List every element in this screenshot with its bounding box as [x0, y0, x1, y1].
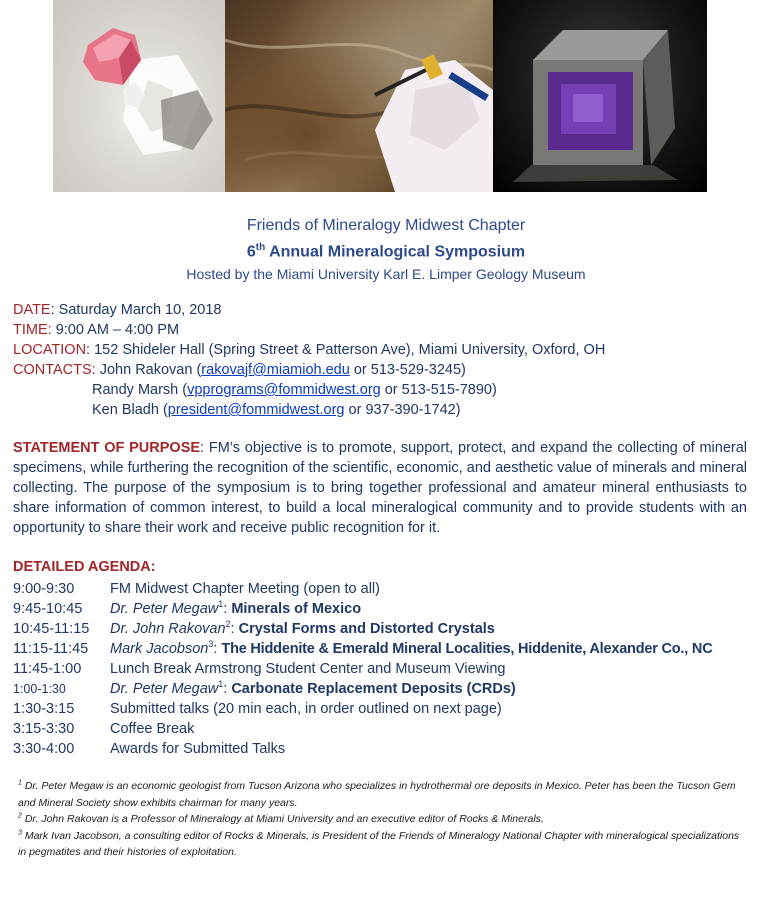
event-host: Hosted by the Miami University Karl E. Limper Geology Museum: [186, 266, 586, 283]
agenda-item: [13, 679, 765, 699]
time-label: TIME:: [13, 322, 52, 338]
event-header: [0, 214, 772, 285]
footnotes: [18, 778, 748, 861]
agenda-talk-title: The Hiddenite & Emerald Mineral Localities, Hiddenite, Alexander Co., NC: [221, 641, 713, 657]
agenda-speaker: Dr. Peter Megaw: [110, 681, 219, 697]
contact-phone: or 513-515-7890): [380, 382, 497, 398]
agenda-talk-title: Minerals of Mexico: [231, 601, 362, 617]
agenda-time: 11:15-11:45: [13, 641, 89, 657]
agenda-speaker: Mark Jacobson: [110, 641, 209, 657]
header-banner: [53, 0, 707, 192]
agenda-item: [13, 719, 765, 739]
contacts-label: CONTACTS:: [13, 362, 96, 378]
agenda-time: 9:00-9:30: [13, 581, 75, 597]
pink-crystal-specimen-photo: [53, 0, 225, 192]
agenda-talk-title: Crystal Forms and Distorted Crystals: [238, 621, 495, 637]
time-value: 9:00 AM – 4:00 PM: [55, 322, 180, 338]
contact-name: Ken Bladh (: [92, 402, 168, 418]
agenda-time: 3:30-4:00: [13, 741, 75, 757]
location-line: LOCATION: 152 Shideler Hall (Spring Street & Patterson Ave), Miami University, Oxford, OH: [13, 342, 606, 358]
date-label: DATE: [13, 302, 51, 318]
footnote: [18, 811, 748, 828]
footnote-text: Mark Ivan Jacobson, a consulting editor of Rocks & Minerals, is President of the Friends of Mineralogy National Chapter with mineralogical specializations in pegmatites and their histories of exploitation.: [18, 829, 740, 858]
contact-line: [13, 380, 763, 400]
agenda-talk: Dr. Peter Megaw$^1$: Carbonate Replacement Deposits (CRDs): [110, 679, 516, 697]
purpose-label: STATEMENT OF PURPOSE: [13, 440, 201, 456]
time-line: [13, 320, 763, 340]
agenda-item: [13, 639, 765, 659]
footnote-number: 1: [18, 779, 22, 787]
agenda-item: [13, 579, 765, 599]
contact-phone: or 513-529-3245): [349, 362, 466, 378]
contact-line: [13, 400, 763, 420]
purple-fluorite-cube-photo: [493, 0, 707, 192]
contact-phone: or 937-390-1742): [344, 402, 461, 418]
ordinal-suffix: th: [255, 242, 266, 253]
agenda-item: [13, 739, 765, 759]
contact-email-link[interactable]: president@fommidwest.org: [167, 402, 345, 418]
agenda-list: [13, 579, 765, 759]
agenda-item: [13, 619, 765, 639]
agenda-talk: Mark Jacobson$^3$: The Hiddenite & Emerald Mineral Localities, Hiddenite, Alexander Co., NC: [110, 639, 713, 657]
footnote-number: 2: [18, 812, 22, 820]
contact-name: Randy Marsh (: [92, 382, 188, 398]
agenda-description: FM Midwest Chapter Meeting (open to all): [110, 581, 380, 597]
agenda-description: Coffee Break: [110, 721, 195, 737]
organization-name: Friends of Mineralogy Midwest Chapter: [246, 217, 526, 234]
agenda-speaker: Dr. Peter Megaw: [110, 601, 219, 617]
footnote-text: Dr. Peter Megaw is an economic geologist from Tucson Arizona who specializes in hydrothermal ore deposits in Mexico. Peter has been the Tucson Gem and Mineral Society show exhibits chairman for many years.: [18, 780, 736, 809]
footnote-ref: 2: [225, 619, 231, 630]
statement-of-purpose: STATEMENT OF PURPOSE: FM’s objective is to promote, support, protect, and expand the collecting of mineral specimens, while furthering the recognition of the scientific, economic, and aesthetic value of minerals and mineral collecting. The purpose of the symposium is to bring together professional and amateur mineral enthusiasts to share information of common interest, to build a local mineralogical community and to provide students with an opportunity to share their work and receive public recognition for it.: [13, 440, 748, 536]
agenda-talk-title: Carbonate Replacement Deposits (CRDs): [231, 681, 516, 697]
agenda-talk: Dr. Peter Megaw$^1$: Minerals of Mexico: [110, 599, 362, 617]
agenda-time: 10:45-11:15: [13, 621, 90, 637]
footnote-ref: 1: [218, 679, 224, 690]
rock-face-collecting-photo: [225, 0, 493, 192]
agenda-speaker: Dr. John Rakovan: [110, 621, 226, 637]
agenda-description: Awards for Submitted Talks: [110, 741, 286, 757]
agenda-description: Submitted talks (20 min each, in order outlined on next page): [110, 701, 502, 717]
agenda-item: [13, 659, 765, 679]
agenda-time: 11:45-1:00: [13, 661, 82, 677]
agenda-title: DETAILED AGENDA:: [13, 559, 156, 575]
event-title: [0, 237, 772, 263]
agenda-description: Lunch Break Armstrong Student Center and Museum Viewing: [110, 661, 506, 677]
agenda-talk: Dr. John Rakovan$^2$: Crystal Forms and Distorted Crystals: [110, 619, 495, 637]
agenda-time: 9:45-10:45: [13, 601, 83, 617]
location-value: 152 Shideler Hall (Spring Street & Patterson Ave), Miami University, Oxford, OH: [94, 342, 606, 358]
footnote-ref: 1: [218, 599, 224, 610]
agenda-time: 1:30-3:15: [13, 701, 75, 717]
agenda-item: [13, 599, 765, 619]
agenda-item: [13, 699, 765, 719]
footnote-text: Dr. John Rakovan is a Professor of Mineralogy at Miami University and an executive editor of Rocks & Minerals.: [21, 813, 544, 825]
footnote-number: 3: [18, 829, 22, 836]
contact-name: John Rakovan (: [99, 362, 202, 378]
ordinal-number: 6: [246, 243, 256, 261]
location-label: LOCATION: [13, 342, 87, 358]
agenda-time: 1:00-1:30: [13, 682, 66, 696]
date-line: DATE: Saturday March 10, 2018: [13, 302, 222, 318]
contact-email-link[interactable]: vpprograms@fommidwest.org: [187, 382, 381, 398]
event-details: [13, 300, 763, 420]
event-name: Annual Mineralogical Symposium: [269, 243, 526, 261]
purpose-text: FM’s objective is to promote, support, protect, and expand the collecting of mineral specimens, while furthering the recognition of the scientific, economic, and aesthetic value of minerals and mineral collecting. The purpose of the symposium is to bring together professional and amateur mineral enthusiasts to share information of common interest, to build a local mineralogical community and to provide students with an opportunity to share their work and receive public recognition for it.: [13, 440, 748, 536]
footnote: [18, 828, 748, 861]
footnote-ref: 3: [208, 639, 214, 650]
footnote: [18, 778, 748, 811]
contact-email-link[interactable]: rakovajf@miamioh.edu: [201, 362, 350, 378]
contact-line: [13, 360, 763, 380]
date-value: Saturday March 10, 2018: [58, 302, 222, 318]
agenda-time: 3:15-3:30: [13, 721, 75, 737]
